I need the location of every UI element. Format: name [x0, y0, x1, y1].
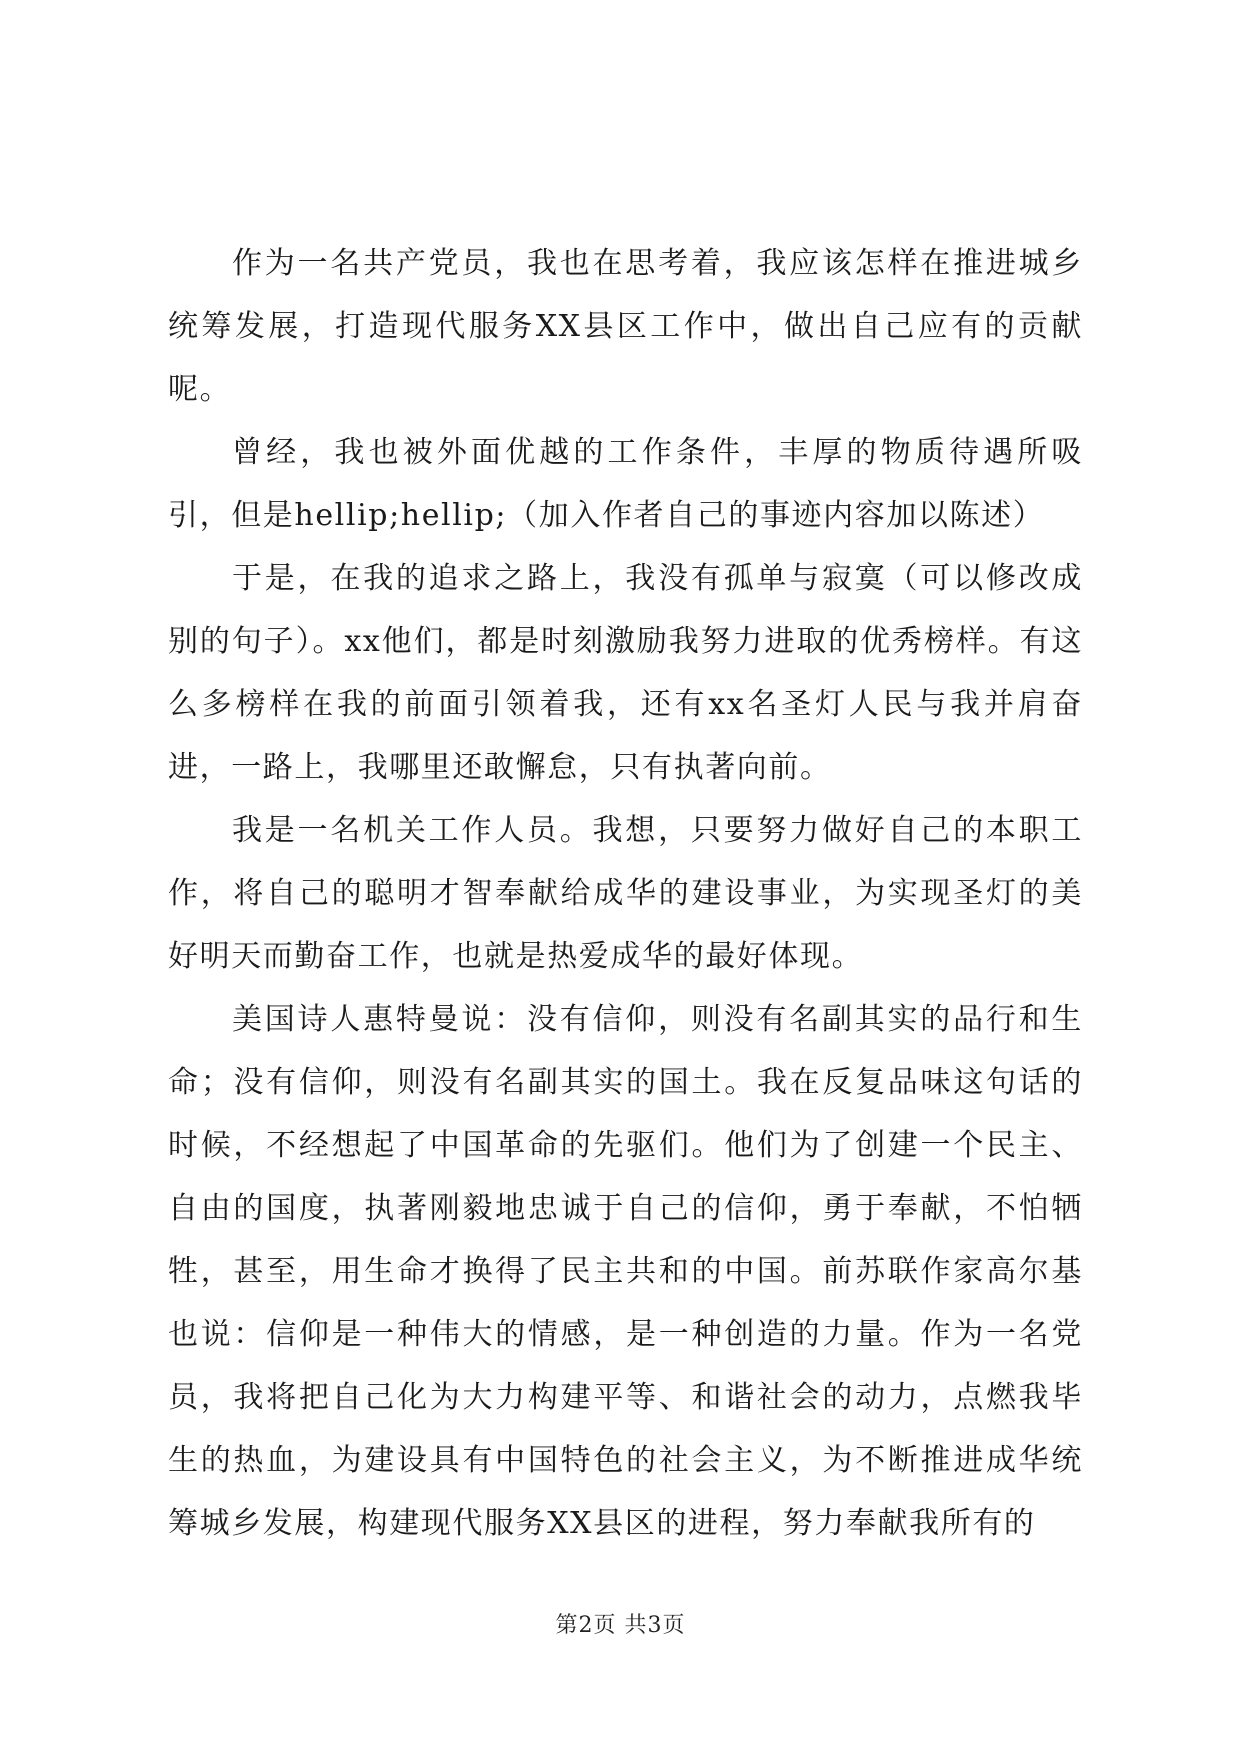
paragraph-2: 曾经，我也被外面优越的工作条件，丰厚的物质待遇所吸引，但是hellip;hellip;（加入作者自己的事迹内容加以陈述） — [168, 435, 1083, 533]
paragraph-1: 作为一名共产党员，我也在思考着，我应该怎样在推进城乡统筹发展，打造现代服务XX县区工作中，做出自己应有的贡献呢。 — [168, 246, 1083, 407]
paragraph-4: 我是一名机关工作人员。我想，只要努力做好自己的本职工作，将自己的聪明才智奉献给成华的建设事业，为实现圣灯的美好明天而勤奋工作，也就是热爱成华的最好体现。 — [168, 813, 1083, 974]
page-number-footer: 第2页 共3页 — [555, 1613, 686, 1638]
paragraph-5: 美国诗人惠特曼说：没有信仰，则没有名副其实的品行和生命；没有信仰，则没有名副其实的国土。我在反复品味这句话的时候，不经想起了中国革命的先驱们。他们为了创建一个民主、自由的国度，执著刚毅地忠诚于自己的信仰，勇于奉献，不怕牺牲，甚至，用生命才换得了民主共和的中国。前苏联作家高尔基也说：信仰是一种伟大的情感，是一种创造的力量。作为一名党员，我将把自己化为大力构建平等、和谐社会的动力，点燃我毕生的热血，为建设具有中国特色的社会主义，为不断推进成华统筹城乡发展，构建现代服务XX县区的进程，努力奉献我所有的 — [168, 1002, 1083, 1541]
paragraph-3: 于是，在我的追求之路上，我没有孤单与寂寞（可以修改成别的句子）。xx他们，都是时刻激励我努力进取的优秀榜样。有这么多榜样在我的前面引领着我，还有xx名圣灯人民与我并肩奋进，一路上，我哪里还敢懈怠，只有执著向前。 — [168, 561, 1083, 785]
document-body — [168, 232, 1083, 1555]
